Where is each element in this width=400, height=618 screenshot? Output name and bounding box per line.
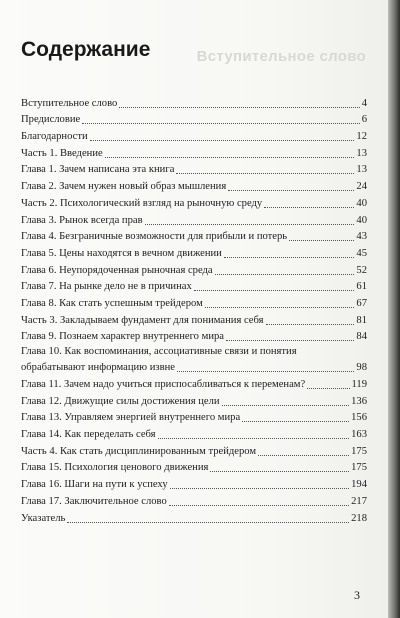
toc-entry xyxy=(21,228,367,245)
toc-entry-page: 81 xyxy=(356,314,367,326)
toc-leader-dots xyxy=(258,455,349,456)
toc-entry xyxy=(21,409,367,426)
toc-leader-dots xyxy=(67,522,349,523)
toc-leader-dots xyxy=(226,340,354,341)
toc-entry-page: 43 xyxy=(356,231,367,243)
toc-entry-page: 13 xyxy=(356,164,367,176)
toc-entry-label: Глава 10. Как воспоминания, ассоциативные связи и понятия xyxy=(21,346,297,358)
toc-leader-dots xyxy=(177,371,354,372)
toc-leader-dots xyxy=(307,388,349,389)
toc-entry-label: Вступительное слово xyxy=(21,97,118,109)
toc-entry-page: 6 xyxy=(361,114,367,126)
toc-entry xyxy=(21,244,367,261)
toc-entry xyxy=(21,177,367,194)
toc-leader-dots xyxy=(169,505,349,506)
toc-entry-label: Предисловие xyxy=(21,114,81,126)
toc-entry-page: 175 xyxy=(351,445,367,457)
toc-entry-page: 4 xyxy=(361,97,367,109)
toc-entry-page: 67 xyxy=(356,297,367,309)
toc-entry xyxy=(21,459,367,476)
toc-entry-label: Глава 2. Зачем нужен новый образ мышления xyxy=(21,181,227,193)
toc-entry-label: Часть 4. Как стать дисциплинированным трейдером xyxy=(21,445,257,457)
toc-entry-page: 24 xyxy=(356,181,367,193)
toc-entry-label: Глава 1. Зачем написана эта книга xyxy=(21,164,175,176)
toc-entry-page: 119 xyxy=(351,379,367,390)
toc-entry-label: обрабатывают информацию извне xyxy=(21,362,175,374)
toc-entry-label: Глава 13. Управляем энергией внутреннего мира xyxy=(21,412,241,424)
toc-leader-dots xyxy=(228,190,354,191)
toc-leader-dots xyxy=(90,140,355,141)
toc-entry xyxy=(21,194,367,211)
toc-leader-dots xyxy=(158,438,350,439)
toc-leader-dots xyxy=(224,257,355,258)
toc-entry-page: 156 xyxy=(351,412,367,424)
toc-entry-label: Глава 5. Цены находятся в вечном движении xyxy=(21,247,222,259)
toc-entry-page: 163 xyxy=(351,429,367,441)
toc-entry-label: Глава 15. Психология ценового движения xyxy=(21,462,209,474)
toc-leader-dots xyxy=(176,173,354,174)
toc-entry xyxy=(21,261,367,278)
bleed-through-text: Вступительное слово xyxy=(196,48,366,65)
spine-shadow xyxy=(388,0,400,618)
toc-entry xyxy=(21,475,367,492)
toc-leader-dots xyxy=(242,421,349,422)
toc-leader-dots xyxy=(145,224,355,225)
toc-entry xyxy=(21,111,367,128)
toc-entry-label: Благодарности xyxy=(21,131,88,143)
toc-entry xyxy=(21,392,367,409)
toc-entry-label: Часть 2. Психологический взгляд на рыночную среду xyxy=(21,197,263,209)
toc-entry-label: Глава 14. Как переделать себя xyxy=(21,429,156,441)
toc-entry-page: 218 xyxy=(351,512,367,524)
toc-entry xyxy=(21,375,367,392)
toc-entry-page: 98 xyxy=(356,362,367,374)
toc-entry xyxy=(21,294,367,311)
toc-entry xyxy=(21,211,367,228)
toc-leader-dots xyxy=(105,157,355,158)
toc-entry-label: Глава 4. Безграничные возможности для прибыли и потерь xyxy=(21,231,288,243)
toc-entry-label: Глава 6. Неупорядоченная рыночная среда xyxy=(21,264,213,276)
toc-entry-page: 12 xyxy=(356,131,367,143)
toc-leader-dots xyxy=(119,107,359,108)
toc-entry-page: 61 xyxy=(356,281,367,293)
toc-entry-label: Глава 7. На рынке дело не в причинах xyxy=(21,281,192,293)
toc-entry-page: 13 xyxy=(356,147,367,159)
toc-leader-dots xyxy=(264,207,354,208)
page-number: 3 xyxy=(354,588,360,602)
toc-entry-continuation xyxy=(21,359,367,375)
table-of-contents xyxy=(21,94,367,526)
toc-leader-dots xyxy=(210,471,349,472)
toc-entry-page: 52 xyxy=(356,264,367,276)
toc-entry-label: Часть 3. Закладываем фундамент для понимания себя xyxy=(21,314,264,326)
toc-leader-dots xyxy=(205,307,355,308)
toc-entry-label: Глава 11. Зачем надо учиться приспосабливаться к переменам? xyxy=(21,379,306,390)
toc-entry xyxy=(21,328,367,345)
toc-entry-label: Глава 3. Рынок всегда прав xyxy=(21,214,143,226)
toc-entry-page: 45 xyxy=(356,247,367,259)
toc-entry xyxy=(21,127,367,144)
toc-entry-label: Глава 8. Как стать успешным трейдером xyxy=(21,297,203,309)
toc-entry-page: 194 xyxy=(351,479,367,491)
toc-entry xyxy=(21,425,367,442)
toc-entry-label: Часть 1. Введение xyxy=(21,147,103,159)
toc-entry-page: 217 xyxy=(351,495,367,507)
toc-leader-dots xyxy=(289,240,354,241)
toc-entry-page: 40 xyxy=(356,197,367,209)
toc-leader-dots xyxy=(82,123,359,124)
toc-entry xyxy=(21,492,367,509)
toc-entry xyxy=(21,311,367,328)
page-title: Содержание xyxy=(21,38,151,61)
toc-leader-dots xyxy=(170,488,349,489)
toc-entry-label: Глава 17. Заключительное слово xyxy=(21,495,167,507)
toc-entry xyxy=(21,94,367,111)
toc-leader-dots xyxy=(266,324,355,325)
toc-leader-dots xyxy=(222,405,350,406)
toc-entry-page: 40 xyxy=(356,214,367,226)
toc-entry xyxy=(21,161,367,178)
toc-entry-label: Глава 9. Познаем характер внутреннего мира xyxy=(21,331,224,343)
toc-entry-label: Глава 16. Шаги на пути к успеху xyxy=(21,479,168,491)
toc-entry xyxy=(21,278,367,295)
toc-entry xyxy=(21,509,367,526)
toc-entry xyxy=(21,345,367,375)
toc-leader-dots xyxy=(215,274,355,275)
toc-entry xyxy=(21,442,367,459)
toc-entry-label: Глава 12. Движущие силы достижения цели xyxy=(21,395,220,407)
toc-entry xyxy=(21,144,367,161)
toc-entry-label: Указатель xyxy=(21,512,66,524)
toc-entry-page: 84 xyxy=(356,331,367,343)
toc-entry-page: 175 xyxy=(351,462,367,474)
toc-leader-dots xyxy=(194,290,355,291)
toc-entry-page: 136 xyxy=(351,395,367,407)
